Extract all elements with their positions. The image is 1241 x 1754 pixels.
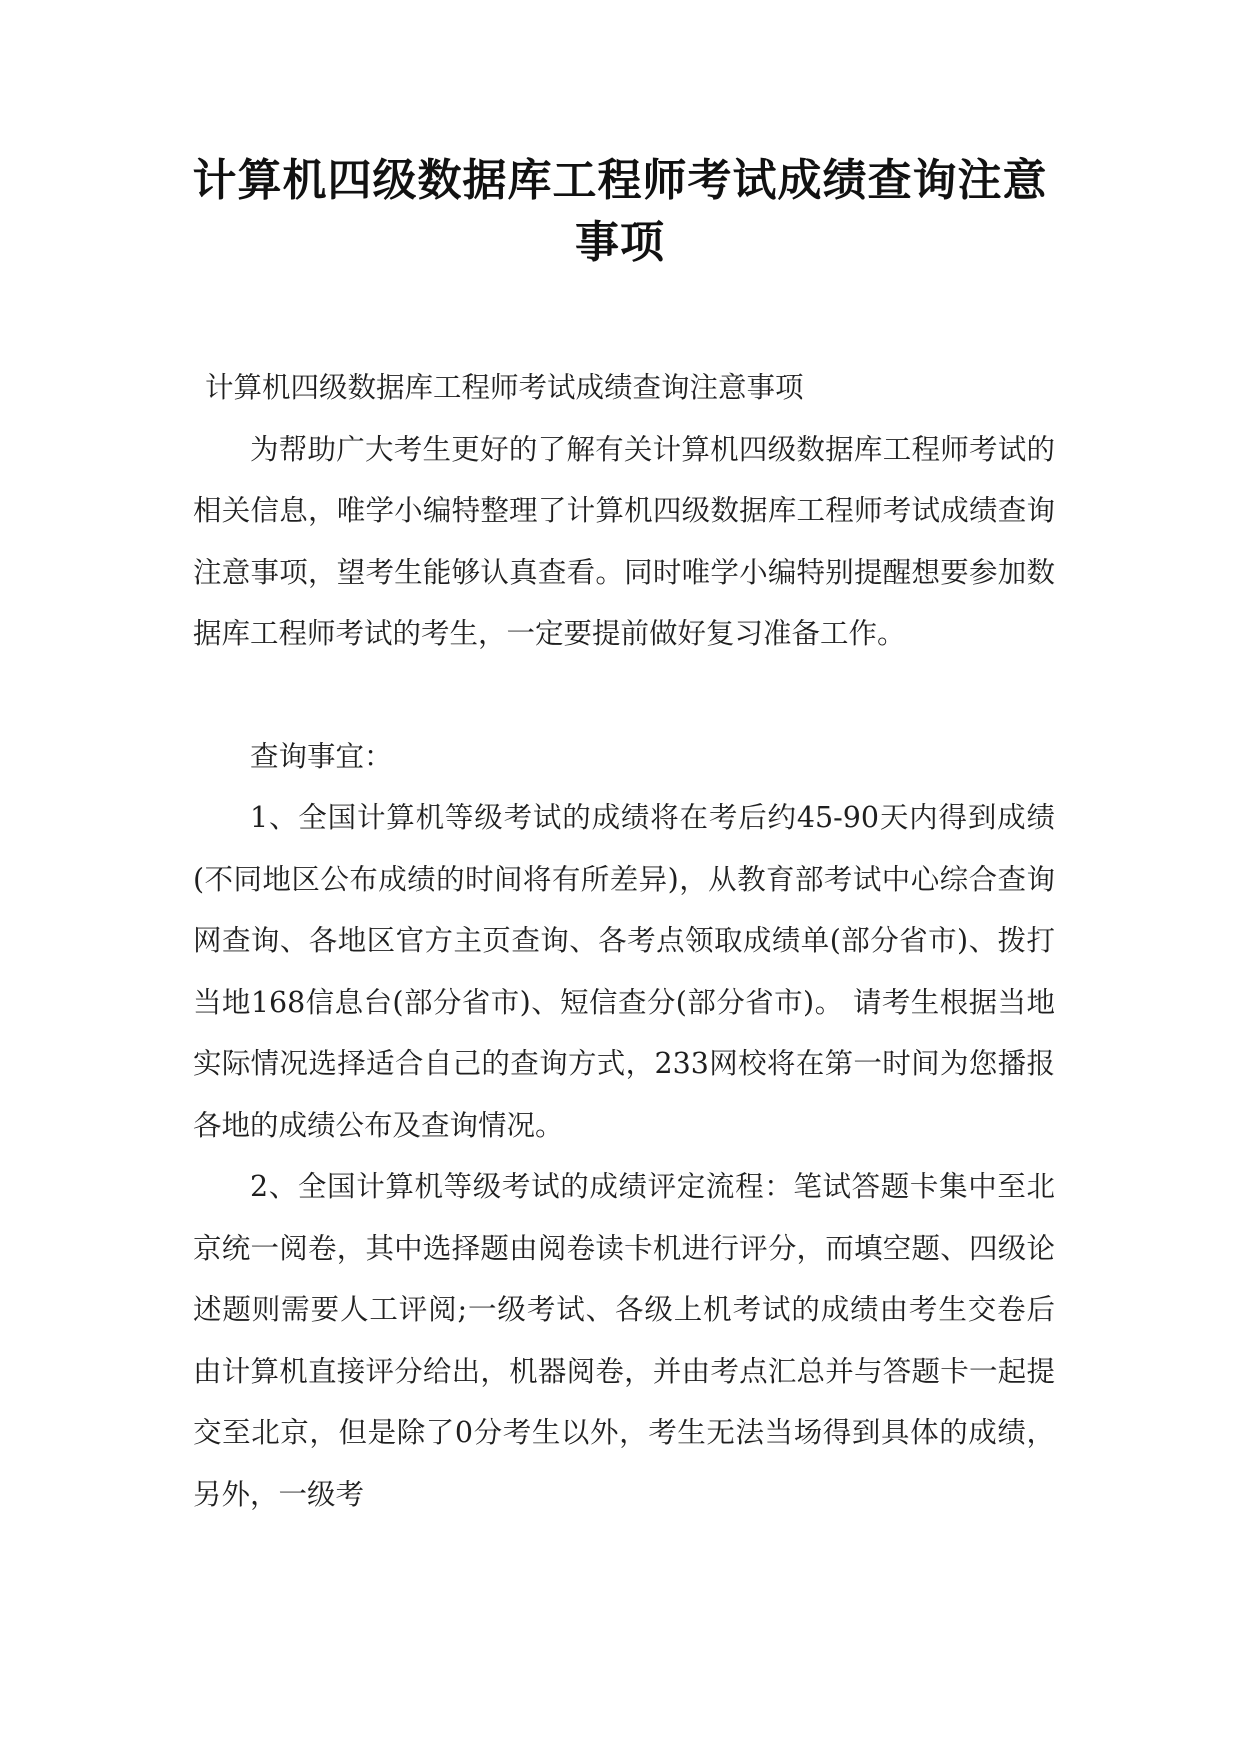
document-body [193, 357, 1055, 1525]
section-heading: 查询事宜： [250, 739, 393, 773]
body-paragraph-1: 1、全国计算机等级考试的成绩将在考后约45-90天内得到成绩(不同地区公布成绩的时间将有所差异)，从教育部考试中心综合查询网查询、各地区官方主页查询、各考点领取成绩单(部分省市)、拨打当地168信息台(部分省市)、短信查分(部分省市)。 请考生根据当地实际情况选择适合自己的查询方式，233网校将在第一时间为您播报各地的成绩公布及查询情况。 [193, 801, 1055, 1142]
body-paragraph-2: 2、全国计算机等级考试的成绩评定流程：笔试答题卡集中至北京统一阅卷，其中选择题由阅卷读卡机进行评分，而填空题、四级论述题则需要人工评阅;一级考试、各级上机考试的成绩由考生交卷后由计算机直接评分给出，机器阅卷，并由考点汇总并与答题卡一起提交至北京，但是除了0分考生以外，考生无法当场得到具体的成绩，另外，一级考 [193, 1170, 1055, 1511]
document-title: 计算机四级数据库工程师考试成绩查询注意事项 [192, 155, 1048, 268]
document-subtitle: 计算机四级数据库工程师考试成绩查询注意事项 [205, 371, 804, 404]
intro-paragraph: 为帮助广大考生更好的了解有关计算机四级数据库工程师考试的相关信息，唯学小编特整理了计算机四级数据库工程师考试成绩查询注意事项，望考生能够认真查看。同时唯学小编特别提醒想要参加数据库工程师考试的考生，一定要提前做好复习准备工作。 [193, 432, 1055, 650]
